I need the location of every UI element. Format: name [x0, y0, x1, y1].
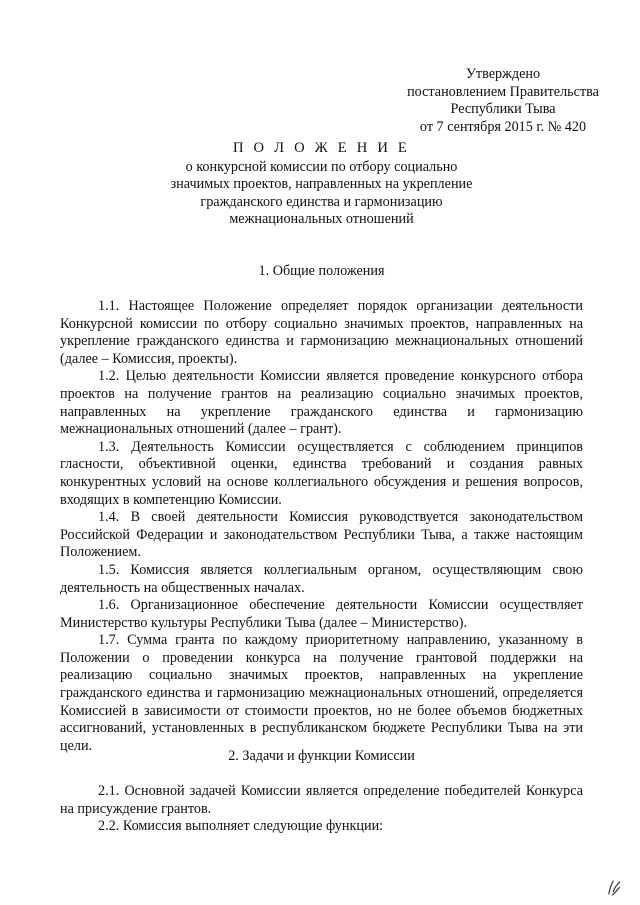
document-title: П О Л О Ж Е Н И Е	[232, 140, 411, 156]
approval-line: Республики Тыва	[450, 101, 556, 117]
document-subtitle-line: гражданского единства и гармонизацию	[200, 193, 443, 210]
paragraph: 1.3. Деятельность Комиссии осуществляется с соблюдением принципов гласности, объективной оценки, единства требований и создания равных конкурентных условий на основе коллегиального обсуждения и решения вопросов, входящих в компетенцию Комиссии.	[60, 438, 583, 508]
handwritten-mark-icon	[601, 874, 626, 899]
document-subtitle-line: межнациональных отношений	[229, 211, 414, 227]
approval-line: от 7 сентября 2015 г. № 420	[419, 118, 587, 135]
paragraph: 1.2. Целью деятельности Комиссии является проведение конкурсного отбора проектов на получение грантов на реализацию социально значимых проектов, направленных на укрепление гражданского единства и гармонизацию межнациональных отношений (далее – грант).	[60, 368, 583, 438]
document-subtitle-line: о конкурсной комиссии по отбору социально	[185, 158, 458, 175]
paragraph: 2.1. Основной задачей Комиссии является определение победителей Конкурса на присуждение грантов.	[60, 783, 583, 817]
section-heading: 2. Задачи и функции Комиссии	[228, 748, 415, 764]
paragraph: 1.1. Настоящее Положение определяет порядок организации деятельности Конкурсной комиссии по отбору социально значимых проектов, направленных на укрепление гражданского единства и гармонизацию межнациональных отношений (далее – Комиссия, проекты).	[60, 298, 583, 367]
paragraph: 1.5. Комиссия является коллегиальным органом, осуществляющим свою деятельность на общественных началах.	[60, 561, 583, 596]
approval-line: постановлением Правительства	[407, 83, 599, 100]
document-subtitle-line: значимых проектов, направленных на укрепление	[170, 176, 473, 192]
section-heading: 1. Общие положения	[258, 263, 385, 279]
paragraph: 1.4. В своей деятельности Комиссия руководствуется законодательством Российской Федерации и законодательством Республики Тыва, а также настоящим Положением.	[60, 509, 583, 561]
paragraph: 2.2. Комиссия выполняет следующие функции:	[98, 818, 384, 835]
section-body	[60, 783, 583, 836]
document-title-block	[60, 140, 583, 229]
approval-stamp	[392, 66, 614, 136]
paragraph: 1.6. Организационное обеспечение деятельности Комиссии осуществляет Министерство культуры Республики Тыва (далее – Министерство).	[60, 597, 583, 631]
approval-line: Утверждено	[465, 66, 541, 82]
section-body	[60, 298, 583, 755]
paragraph: 1.7. Сумма гранта по каждому приоритетному направлению, указанному в Положении о проведении конкурса на получение грантовой поддержки на реализацию социально значимых проектов, направленных на укрепление гражданского единства и гармонизацию межнациональных отношений, определяется Комиссией в зависимости от стоимости проектов, но не более объемов бюджетных ассигнований, установленных в республиканском бюджете Республики Тыва на эти цели.	[60, 632, 583, 754]
